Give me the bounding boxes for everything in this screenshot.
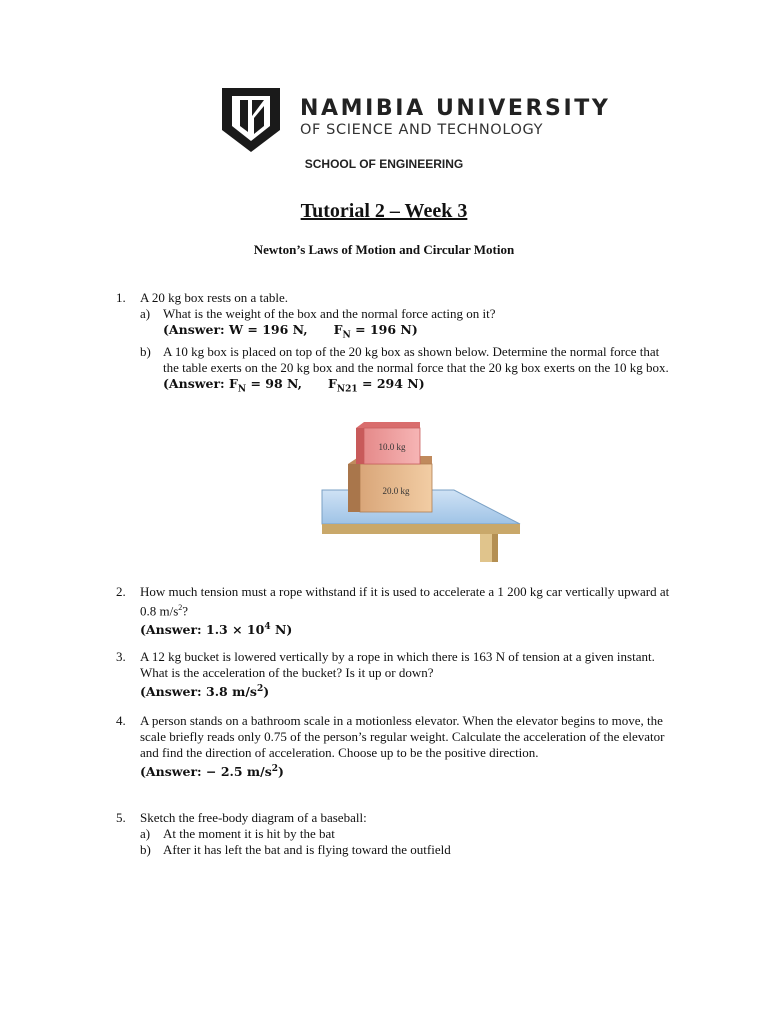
question-text: A person stands on a bathroom scale in a motionless elevator. When the elevator begins to move, the scale briefly reads only 0.75 of the person’s regular weight. Calculate the acceleration of the elevator and find the direction of acceleration. Choose up to be the positive direction. — [140, 713, 665, 760]
university-emblem-icon — [218, 86, 284, 154]
answer-2 — [140, 619, 676, 638]
answer-part: F — [333, 322, 343, 337]
answer-part: (Answer: 3.8 m/s — [140, 684, 257, 700]
answer-subscript: N21 — [336, 384, 358, 394]
page-title: Tutorial 2 – Week 3 — [300, 200, 468, 222]
subquestion-text: A 10 kg box is placed on top of the 20 kg box as shown below. Determine the normal force that the table exerts on the 20 kg box and the normal force that the 20 kg box exerts on the 10 kg box. — [163, 343, 669, 375]
answer-superscript: 2 — [256, 684, 264, 694]
subquestion-text: What is the weight of the box and the normal force acting on it? — [163, 306, 496, 321]
table-leg — [480, 534, 494, 562]
subquestion-5a — [140, 826, 676, 842]
answer-part: ) — [278, 764, 284, 780]
answer-part: (Answer: F — [163, 375, 238, 391]
question-text-part: ? — [182, 603, 189, 619]
answer-part: = 196 N) — [350, 322, 418, 337]
stacked-boxes-figure — [320, 420, 524, 564]
subquestion-5b — [140, 842, 676, 858]
answer-1b — [163, 376, 676, 398]
question-text: Sketch the free-body diagram of a baseball: — [140, 810, 367, 825]
subquestion-label: b) — [140, 343, 151, 359]
question-number: 5. — [116, 810, 126, 825]
university-logo — [218, 86, 611, 156]
answer-part: = 98 N, — [246, 375, 303, 391]
subquestion-label: b) — [140, 842, 151, 857]
question-5 — [116, 810, 676, 858]
question-3 — [116, 649, 676, 700]
table-edge — [322, 524, 520, 534]
subquestion-text: At the moment it is hit by the bat — [163, 826, 335, 841]
question-number: 4. — [116, 713, 126, 728]
answer-subscript: N — [342, 330, 351, 341]
answer-part: ) — [263, 684, 270, 700]
subquestion-1b — [140, 344, 676, 376]
question-number: 3. — [116, 649, 126, 664]
question-number: 2. — [116, 584, 126, 599]
university-name: NAMIBIA UNIVERSITY — [300, 96, 611, 121]
question-text: A 20 kg box rests on a table. — [140, 290, 289, 305]
answer-part: (Answer: − 2.5 m/s — [140, 764, 272, 780]
subquestion-label: a) — [140, 826, 151, 841]
subquestion-1a — [140, 306, 676, 322]
question-number: 1. — [116, 290, 126, 305]
question-text-part: How much tension must a rope withstand if it is used to accelerate a 1 200 kg car vertically upward at 0.8 m/s — [140, 584, 670, 619]
subquestion-label: a) — [140, 306, 151, 321]
question-text — [140, 584, 676, 619]
superscript: 2 — [178, 603, 183, 612]
answer-superscript: 4 — [264, 622, 271, 633]
box-10kg-label: 10.0 kg — [378, 442, 406, 452]
question-1 — [116, 290, 676, 397]
answer-part: = 294 N) — [357, 375, 425, 391]
answer-part: (Answer: W = 196 N, — [163, 322, 308, 337]
answer-part: N) — [270, 622, 293, 638]
school-name: SCHOOL OF ENGINEERING — [304, 157, 464, 171]
question-text: A 12 kg bucket is lowered vertically by a rope in which there is 163 N of tension at a given instant. What is the acceleration of the bucket? Is it up or down? — [140, 649, 655, 680]
answer-1a — [163, 322, 676, 344]
question-4 — [116, 713, 676, 780]
question-2 — [116, 584, 676, 638]
answer-superscript: 2 — [271, 764, 279, 774]
box-20kg-label: 20.0 kg — [382, 486, 410, 496]
answer-part: (Answer: 1.3 × 10 — [140, 622, 265, 638]
answer-subscript: N — [237, 384, 247, 394]
page-subtitle: Newton’s Laws of Motion and Circular Motion — [253, 242, 515, 257]
answer-3 — [140, 681, 676, 700]
answer-part: F — [328, 375, 337, 391]
university-subtitle: OF SCIENCE AND TECHNOLOGY — [300, 122, 544, 138]
subquestion-text: After it has left the bat and is flying toward the outfield — [163, 842, 451, 857]
answer-4 — [140, 761, 676, 780]
